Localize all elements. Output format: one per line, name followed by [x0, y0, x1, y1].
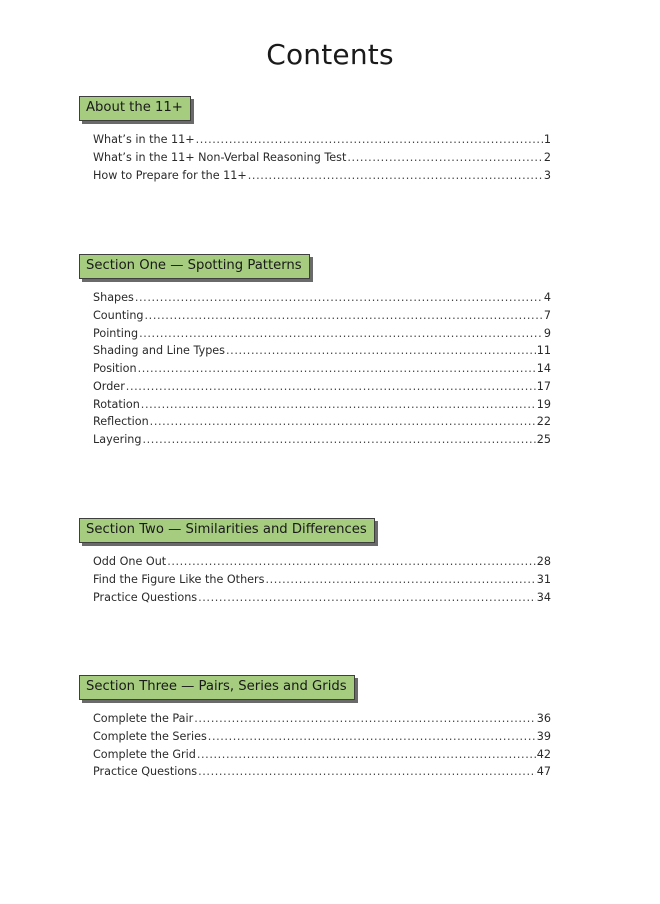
toc-entry-title: Complete the Pair: [93, 712, 194, 725]
toc-entry-page-number: 11: [536, 344, 551, 358]
toc-entry-title: Complete the Series: [93, 729, 207, 743]
dot-leader: [135, 289, 543, 307]
toc-entry[interactable]: [93, 342, 551, 360]
toc-entry-list: [93, 553, 551, 606]
toc-entry[interactable]: [93, 553, 551, 571]
toc-entry-page-number: 17: [536, 379, 551, 393]
toc-entry[interactable]: [93, 131, 551, 149]
dot-leader: [347, 149, 542, 167]
toc-entry[interactable]: [93, 431, 551, 449]
toc-entry[interactable]: [93, 325, 551, 343]
toc-entry-title: What’s in the 11+ Non-Verbal Reasoning Test: [93, 150, 347, 164]
toc-entry-page-number: 31: [536, 572, 551, 586]
dot-leader: [198, 763, 536, 781]
toc-entry-list: [93, 710, 551, 781]
toc-entry[interactable]: [93, 728, 551, 746]
toc-entry-list: [93, 289, 551, 449]
toc-entry-page-number: 34: [536, 590, 551, 604]
toc-entry[interactable]: [93, 149, 551, 167]
toc-entry-page-number: 42: [536, 747, 551, 761]
toc-entry-page-number: 7: [543, 308, 551, 322]
toc-entry-page-number: 39: [536, 729, 551, 743]
dot-leader: [143, 431, 536, 449]
section-heading: About the 11+: [79, 96, 191, 121]
dot-leader: [141, 396, 536, 414]
toc-entry[interactable]: [93, 589, 551, 607]
toc-entry-list: [93, 131, 551, 184]
dot-leader: [197, 746, 536, 764]
toc-entry-title: Reflection: [93, 415, 149, 429]
toc-entry-page-number: 19: [536, 397, 551, 411]
toc-entry-title: Practice Questions: [93, 765, 198, 779]
toc-entry[interactable]: [93, 710, 551, 728]
dot-leader: [194, 710, 536, 728]
toc-entry[interactable]: [93, 360, 551, 378]
toc-entry[interactable]: [93, 763, 551, 781]
dot-leader: [126, 378, 536, 396]
toc-entry-page-number: 47: [536, 765, 551, 779]
section-heading: Section Three — Pairs, Series and Grids: [79, 675, 355, 700]
toc-entry-page-number: 36: [536, 712, 551, 725]
toc-entry-page-number: 25: [536, 433, 551, 446]
toc-entry[interactable]: [93, 746, 551, 764]
toc-entry-page-number: 22: [536, 415, 551, 429]
toc-entry[interactable]: [93, 571, 551, 589]
toc-section-two: [79, 518, 551, 604]
dot-leader: [226, 342, 536, 360]
section-heading: Section Two — Similarities and Differences: [79, 518, 375, 543]
toc-entry[interactable]: [93, 289, 551, 307]
toc-entry-page-number: 14: [536, 362, 551, 375]
toc-entry-title: Odd One Out: [93, 555, 167, 568]
toc-entry[interactable]: [93, 396, 551, 414]
dot-leader: [167, 553, 536, 571]
toc-entry-title: Layering: [93, 433, 142, 446]
toc-entry-page-number: 1: [543, 133, 551, 146]
toc-entry-title: Practice Questions: [93, 590, 198, 604]
toc-entry[interactable]: [93, 413, 551, 431]
dot-leader: [145, 307, 543, 325]
toc-entry[interactable]: [93, 307, 551, 325]
section-heading: Section One — Spotting Patterns: [79, 254, 310, 279]
dot-leader: [196, 131, 543, 149]
dot-leader: [138, 360, 536, 378]
dot-leader: [139, 325, 543, 343]
toc-entry-page-number: 2: [543, 150, 551, 164]
toc-entry-page-number: 3: [543, 168, 551, 182]
toc-entry-title: Counting: [93, 308, 144, 322]
toc-entry-page-number: 9: [543, 326, 551, 340]
toc-entry-title: Rotation: [93, 397, 140, 411]
toc-section-three: [79, 675, 551, 779]
toc-section-about: [79, 96, 551, 182]
toc-entry-title: Position: [93, 362, 137, 375]
toc-entry-title: Find the Figure Like the Others: [93, 572, 265, 586]
toc-entry-title: How to Prepare for the 11+: [93, 168, 247, 182]
toc-entry[interactable]: [93, 378, 551, 396]
toc-entry-title: Shading and Line Types: [93, 344, 226, 358]
toc-entry-page-number: 28: [536, 555, 551, 568]
toc-entry[interactable]: [93, 167, 551, 185]
toc-entry-title: Complete the Grid: [93, 747, 196, 761]
toc-entry-page-number: 4: [543, 291, 551, 304]
dot-leader: [198, 589, 536, 607]
toc-entry-title: Order: [93, 379, 125, 393]
toc-entry-title: Pointing: [93, 326, 139, 340]
dot-leader: [248, 167, 543, 185]
dot-leader: [150, 413, 536, 431]
dot-leader: [265, 571, 535, 589]
toc-entry-title: Shapes: [93, 291, 134, 304]
toc-entry-title: What’s in the 11+: [93, 133, 195, 146]
toc-section-one: [79, 254, 551, 446]
page-title: Contents: [266, 38, 394, 71]
dot-leader: [208, 728, 536, 746]
